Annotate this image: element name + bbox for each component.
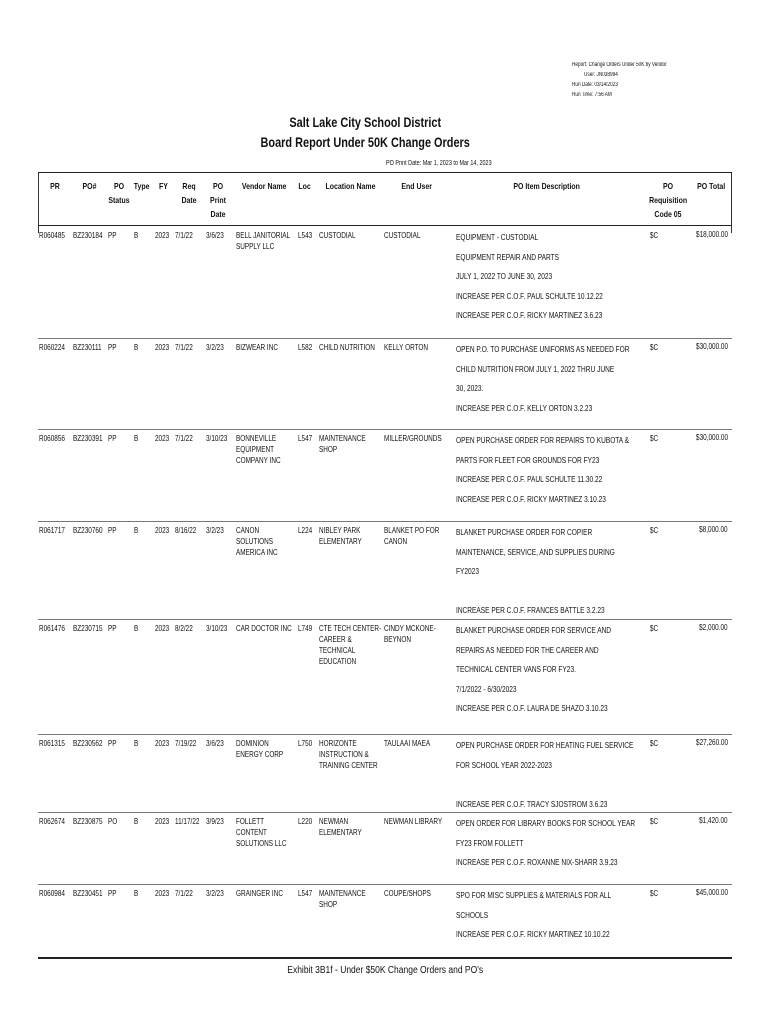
cell-requisition-code: $C <box>650 889 659 898</box>
description-line: MAINTENANCE, SERVICE, AND SUPPLIES DURING <box>456 547 615 557</box>
header-po-print-date: PO Print Date <box>210 181 226 219</box>
description-line: INCREASE PER C.O.F. RICKY MARTINEZ 3.6.23 <box>456 311 603 320</box>
cell-end-user: NEWMAN LIBRARY <box>384 817 443 826</box>
report-subtitle: Board Report Under 50K Change Orders <box>260 134 470 150</box>
header-po-total: PO Total <box>696 181 726 191</box>
cell-po-item-description <box>456 814 674 873</box>
cell-end-user: MILLER/GROUNDS <box>384 434 442 443</box>
cell-po-status: PP <box>108 434 117 443</box>
po-print-date-range: PO Print Date: Mar 1, 2023 to Mar 14, 2023 <box>386 160 492 167</box>
header-po-item-description: PO Item Description <box>513 181 581 191</box>
cell-type: B <box>134 231 139 240</box>
cell-fy: 2023 <box>155 526 170 535</box>
cell-po-item-description <box>456 228 635 326</box>
cell-pr: R061315 <box>39 739 65 748</box>
cell-po-item-description <box>456 431 667 509</box>
cell-location-name: MAINTENANCE SHOP <box>319 434 366 454</box>
cell-po-number: BZ230391 <box>73 434 103 443</box>
cell-loc: L224 <box>298 526 313 535</box>
report-run-date: Run Date: 03/14/2023 <box>572 82 618 88</box>
cell-po-total: $2,000.00 <box>699 623 728 632</box>
cell-loc: L547 <box>298 434 313 443</box>
cell-requisition-code: $C <box>650 817 659 826</box>
header-po-requisition-code: PO Requisition Code 05 <box>649 181 688 219</box>
cell-po-number: BZ230111 <box>73 343 102 352</box>
cell-type: B <box>134 624 139 633</box>
report-user: User: JN038994 <box>584 72 618 78</box>
description-line: FOR SCHOOL YEAR 2022-2023 <box>456 760 552 770</box>
cell-location-name: HORIZONTE INSTRUCTION & TRAINING CENTER <box>319 739 378 770</box>
cell-po-status: PP <box>108 231 117 240</box>
cell-po-total: $45,000.00 <box>695 888 728 897</box>
description-line <box>456 582 650 602</box>
cell-po-item-description <box>456 736 672 814</box>
cell-location-name: MAINTENANCE SHOP <box>319 889 366 909</box>
cell-po-number: BZ230562 <box>73 739 103 748</box>
cell-po-number: BZ230184 <box>73 231 103 240</box>
cell-po-print-date: 3/2/23 <box>206 343 224 352</box>
cell-pr: R060984 <box>39 889 65 898</box>
cell-vendor-name: FOLLETT CONTENT SOLUTIONS LLC <box>236 817 287 848</box>
report-titles <box>0 112 730 152</box>
report-run-time: Run Time: 7:56 AM <box>572 92 612 98</box>
cell-type: B <box>134 739 139 748</box>
cell-po-total: $30,000.00 <box>695 433 728 442</box>
cell-req-date: 11/17/22 <box>175 817 200 826</box>
cell-po-status: PP <box>108 526 117 535</box>
report-meta <box>572 60 693 100</box>
cell-location-name: CUSTODIAL <box>319 231 356 240</box>
header-fy: FY <box>158 181 168 191</box>
cell-po-print-date: 3/10/23 <box>206 624 228 633</box>
description-line: OPEN PURCHASE ORDER FOR HEATING FUEL SERVICE <box>456 741 634 750</box>
report-name: Report: Change Orders Under 50K by Vendor <box>572 62 667 68</box>
cell-po-number: BZ230451 <box>73 889 103 898</box>
cell-pr: R062674 <box>39 817 65 826</box>
cell-pr: R060485 <box>39 231 65 240</box>
cell-loc: L547 <box>298 889 313 898</box>
cell-po-total: $18,000.00 <box>695 230 728 239</box>
header-po-status: PO Status <box>108 181 130 205</box>
cell-fy: 2023 <box>155 434 170 443</box>
cell-po-item-description <box>456 886 645 945</box>
description-line: INCREASE PER C.O.F. RICKY MARTINEZ 10.10.22 <box>456 930 610 939</box>
cell-end-user: TAULAAI MAEA <box>384 739 431 748</box>
cell-loc: L220 <box>298 817 313 826</box>
cell-po-item-description <box>456 523 650 621</box>
cell-po-print-date: 3/10/23 <box>206 434 228 443</box>
description-line: INCREASE PER C.O.F. RICKY MARTINEZ 3.10.23 <box>456 494 606 504</box>
description-line: EQUIPMENT REPAIR AND PARTS <box>456 252 560 262</box>
cell-vendor-name: BELL JANITORIAL SUPPLY LLC <box>236 231 290 251</box>
cell-location-name: NEWMAN ELEMENTARY <box>319 817 362 837</box>
cell-po-print-date: 3/6/23 <box>206 231 224 240</box>
cell-requisition-code: $C <box>650 231 659 240</box>
cell-vendor-name: CAR DOCTOR INC <box>236 624 292 633</box>
cell-pr: R060856 <box>39 434 65 443</box>
cell-end-user: CUSTODIAL <box>384 231 421 240</box>
change-orders-table <box>38 172 732 959</box>
cell-end-user: KELLY ORTON <box>384 343 428 352</box>
description-line <box>456 775 672 795</box>
description-line: PARTS FOR FLEET FOR GROUNDS FOR FY23 <box>456 455 600 465</box>
description-line: INCREASE PER C.O.F. TRACY SJOSTROM 3.6.23 <box>456 799 608 809</box>
cell-requisition-code: $C <box>650 526 659 535</box>
cell-req-date: 8/16/22 <box>175 526 197 535</box>
cell-vendor-name: GRAINGER INC <box>236 889 283 898</box>
description-line: OPEN ORDER FOR LIBRARY BOOKS FOR SCHOOL YEAR <box>456 819 636 828</box>
cell-po-status: PP <box>108 739 117 748</box>
cell-pr: R061476 <box>39 624 65 633</box>
cell-po-print-date: 3/2/23 <box>206 889 224 898</box>
cell-req-date: 7/19/22 <box>175 739 197 748</box>
description-line: 7/1/2022 - 6/30/2023 <box>456 684 517 694</box>
cell-end-user: BLANKET PO FOR CANON <box>384 526 440 546</box>
cell-type: B <box>134 526 139 535</box>
cell-type: B <box>134 343 139 352</box>
cell-requisition-code: $C <box>650 434 659 443</box>
cell-po-number: BZ230715 <box>73 624 103 633</box>
header-po-number: PO# <box>83 181 97 191</box>
cell-location-name: NIBLEY PARK ELEMENTARY <box>319 526 362 546</box>
cell-req-date: 7/1/22 <box>175 889 193 898</box>
district-title: Salt Lake City School District <box>289 114 441 130</box>
cell-vendor-name: DOMINION ENERGY CORP <box>236 739 284 759</box>
cell-type: B <box>134 434 139 443</box>
cell-vendor-name: CANON SOLUTIONS AMERICA INC <box>236 526 278 557</box>
cell-end-user: CINDY MCKONE-BEYNON <box>384 624 436 644</box>
header-loc: Loc <box>298 181 312 191</box>
description-line: OPEN P.O. TO PURCHASE UNIFORMS AS NEEDED FOR <box>456 345 630 354</box>
cell-fy: 2023 <box>155 624 170 633</box>
cell-req-date: 7/1/22 <box>175 231 193 240</box>
description-line: BLANKET PURCHASE ORDER FOR COPIER <box>456 528 593 537</box>
cell-loc: L582 <box>298 343 313 352</box>
cell-po-total: $30,000.00 <box>695 342 728 351</box>
description-line: 30, 2023. <box>456 384 484 393</box>
cell-po-item-description <box>456 340 668 418</box>
description-line: REPAIRS AS NEEDED FOR THE CAREER AND <box>456 645 599 655</box>
description-line: EQUIPMENT - CUSTODIAL <box>456 233 539 242</box>
cell-po-number: BZ230875 <box>73 817 103 826</box>
cell-fy: 2023 <box>155 889 170 898</box>
description-line: INCREASE PER C.O.F. ROXANNE NIX-SHARR 3.9.23 <box>456 858 618 867</box>
description-line: FY23 FROM FOLLETT <box>456 838 524 848</box>
header-location-name: Location Name <box>325 181 375 191</box>
description-line: INCREASE PER C.O.F. KELLY ORTON 3.2.23 <box>456 403 593 413</box>
header-end-user: End User <box>401 181 433 191</box>
cell-pr: R061717 <box>39 526 65 535</box>
cell-fy: 2023 <box>155 817 170 826</box>
cell-type: B <box>134 889 139 898</box>
description-line: INCREASE PER C.O.F. PAUL SCHULTE 11.30.22 <box>456 475 603 484</box>
cell-fy: 2023 <box>155 231 170 240</box>
cell-requisition-code: $C <box>650 624 659 633</box>
header-req-date: Req Date <box>181 181 197 205</box>
cell-po-print-date: 3/2/23 <box>206 526 224 535</box>
cell-requisition-code: $C <box>650 739 659 748</box>
cell-loc: L750 <box>298 739 313 748</box>
description-line: OPEN PURCHASE ORDER FOR REPAIRS TO KUBOTA & <box>456 436 630 445</box>
description-line: FY2023 <box>456 567 479 576</box>
header-type: Type <box>134 181 150 191</box>
cell-location-name: CTE TECH CENTER-CAREER & TECHNICAL EDUCATION <box>319 624 382 666</box>
description-line: TECHNICAL CENTER VANS FOR FY23. <box>456 665 576 674</box>
exhibit-footer: Exhibit 3B1f - Under $50K Change Orders and PO's <box>287 965 483 976</box>
description-line: SPO FOR MISC SUPPLIES & MATERIALS FOR ALL <box>456 891 612 900</box>
cell-po-item-description <box>456 621 645 719</box>
cell-po-total: $8,000.00 <box>699 525 728 534</box>
description-line: BLANKET PURCHASE ORDER FOR SERVICE AND <box>456 626 612 635</box>
cell-po-total: $27,260.00 <box>695 738 728 747</box>
cell-loc: L749 <box>298 624 313 633</box>
cell-pr: R060224 <box>39 343 65 352</box>
cell-req-date: 7/1/22 <box>175 343 193 352</box>
description-line: INCREASE PER C.O.F. PAUL SCHULTE 10.12.22 <box>456 291 603 301</box>
description-line: CHILD NUTRITION FROM JULY 1, 2022 THRU JUNE <box>456 364 615 374</box>
cell-fy: 2023 <box>155 739 170 748</box>
cell-vendor-name: BONNEVILLE EQUIPMENT COMPANY INC <box>236 434 281 465</box>
cell-req-date: 7/1/22 <box>175 434 193 443</box>
cell-po-status: PO <box>108 817 118 826</box>
description-line: JULY 1, 2022 TO JUNE 30, 2023 <box>456 272 553 281</box>
cell-po-status: PP <box>108 343 117 352</box>
cell-po-print-date: 3/9/23 <box>206 817 224 826</box>
cell-vendor-name: BIZWEAR INC <box>236 343 278 352</box>
cell-po-total: $1,420.00 <box>699 816 728 825</box>
cell-po-number: BZ230760 <box>73 526 103 535</box>
cell-end-user: COUPE/SHOPS <box>384 889 431 898</box>
description-line: INCREASE PER C.O.F. LAURA DE SHAZO 3.10.23 <box>456 704 608 713</box>
cell-req-date: 8/2/22 <box>175 624 193 633</box>
cell-type: B <box>134 817 139 826</box>
cell-fy: 2023 <box>155 343 170 352</box>
cell-po-status: PP <box>108 624 117 633</box>
description-line: SCHOOLS <box>456 910 489 920</box>
description-line: INCREASE PER C.O.F. FRANCES BATTLE 3.2.23 <box>456 606 605 615</box>
cell-po-print-date: 3/6/23 <box>206 739 224 748</box>
cell-po-status: PP <box>108 889 117 898</box>
cell-requisition-code: $C <box>650 343 659 352</box>
header-pr: PR <box>50 181 60 191</box>
cell-loc: L543 <box>298 231 313 240</box>
header-vendor-name: Vendor Name <box>241 181 287 191</box>
cell-location-name: CHILD NUTRITION <box>319 343 375 352</box>
